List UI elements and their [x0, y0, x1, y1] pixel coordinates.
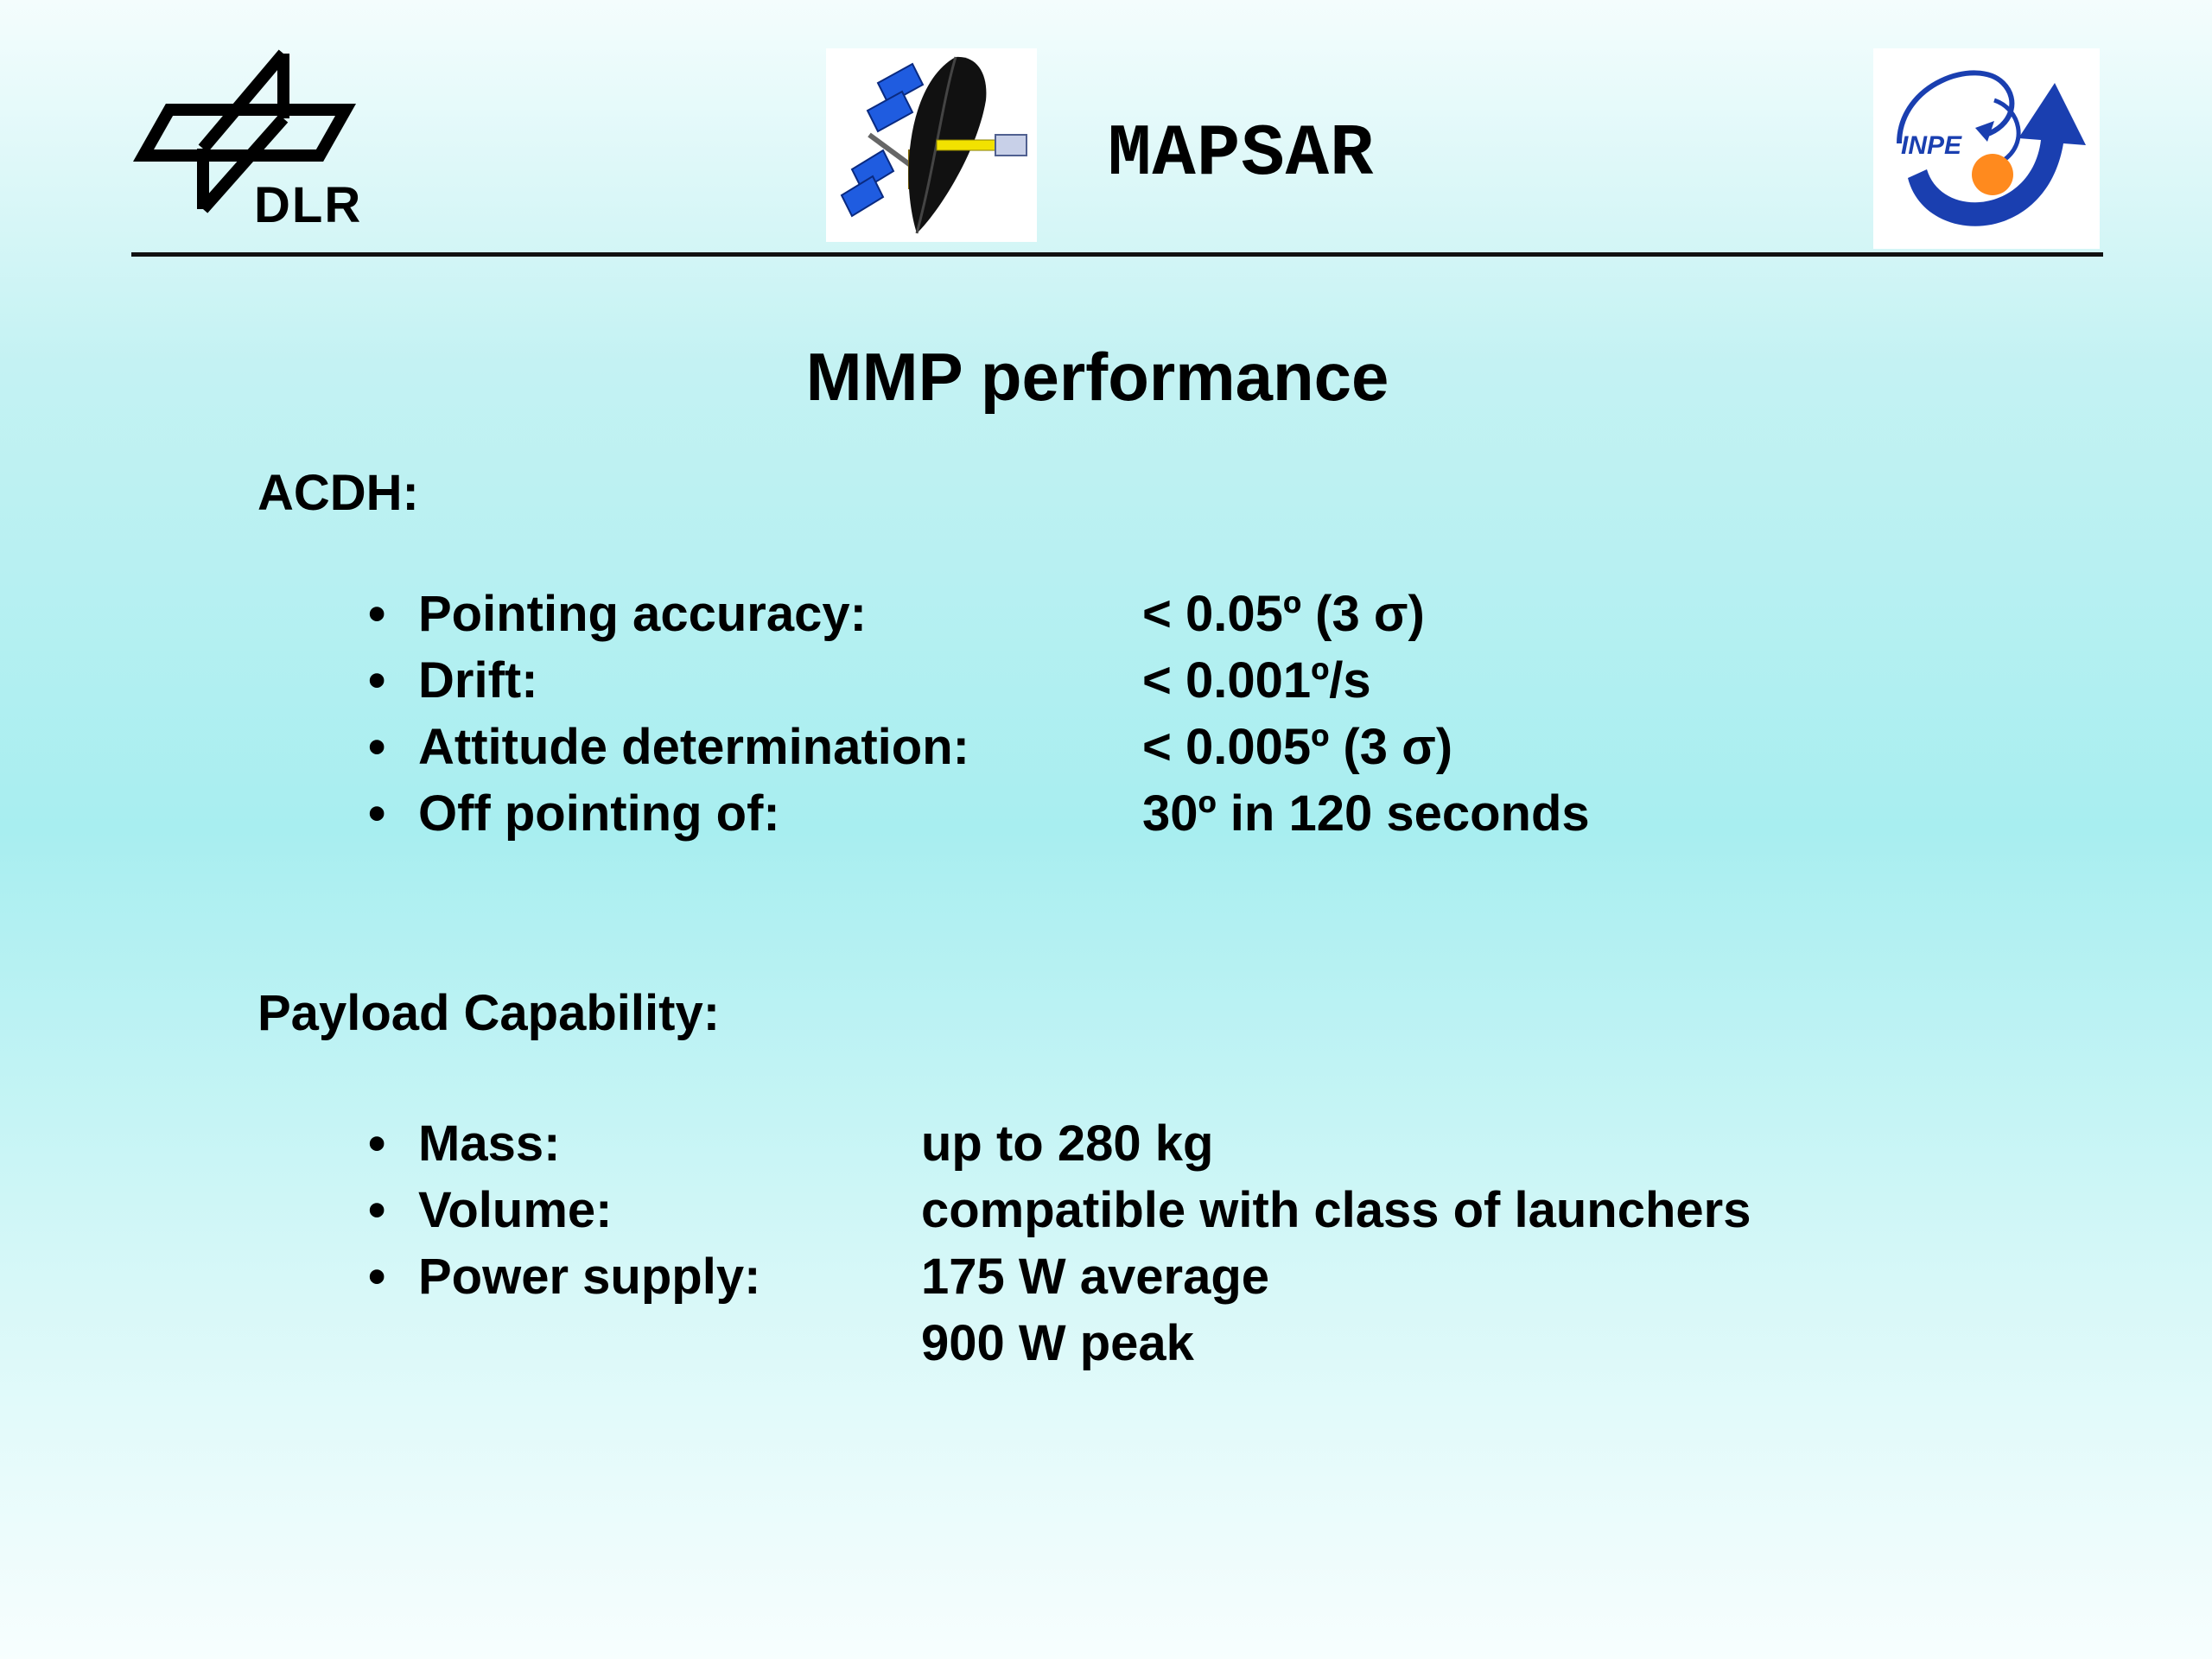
item-value: up to 280 kg [921, 1116, 1214, 1172]
bullet-icon: • [368, 1182, 386, 1238]
item-value: compatible with class of launchers [921, 1182, 1751, 1238]
dlr-logo-text: DLR [254, 177, 363, 233]
inpe-logo [1873, 48, 2100, 249]
bullet-icon: • [368, 586, 386, 642]
item-label: Volume: [418, 1182, 613, 1238]
item-label: Off pointing of: [418, 785, 780, 842]
bullet-icon: • [368, 719, 386, 775]
item-label: Pointing accuracy: [418, 586, 867, 642]
section-heading-acdh: ACDH: [257, 465, 419, 521]
slide-title: MMP performance [805, 339, 1389, 415]
inpe-emblem-icon [1873, 48, 2100, 249]
item-label: Drift: [418, 652, 538, 709]
satellite-icon [826, 48, 1037, 242]
section-heading-payload: Payload Capability: [257, 985, 721, 1041]
bullet-icon: • [368, 1116, 386, 1172]
item-value: 900 W peak [921, 1315, 1194, 1371]
item-value: < 0.001º/s [1142, 652, 1371, 709]
item-value: 175 W average [921, 1249, 1270, 1305]
item-value: < 0.005º (3 σ) [1142, 719, 1453, 775]
inpe-logo-text: INPE [1901, 131, 1962, 160]
item-value: < 0.05º (3 σ) [1142, 586, 1425, 642]
header-divider [131, 252, 2103, 257]
item-label: Attitude determination: [418, 719, 969, 775]
item-value: 30º in 120 seconds [1142, 785, 1590, 842]
bullet-icon: • [368, 1249, 386, 1305]
item-label: Mass: [418, 1116, 561, 1172]
header-title: MAPSAR [1108, 114, 1375, 196]
item-label: Power supply: [418, 1249, 761, 1305]
dlr-logo [130, 45, 372, 237]
satellite-logo [826, 48, 1037, 242]
bullet-icon: • [368, 652, 386, 709]
bullet-icon: • [368, 785, 386, 842]
